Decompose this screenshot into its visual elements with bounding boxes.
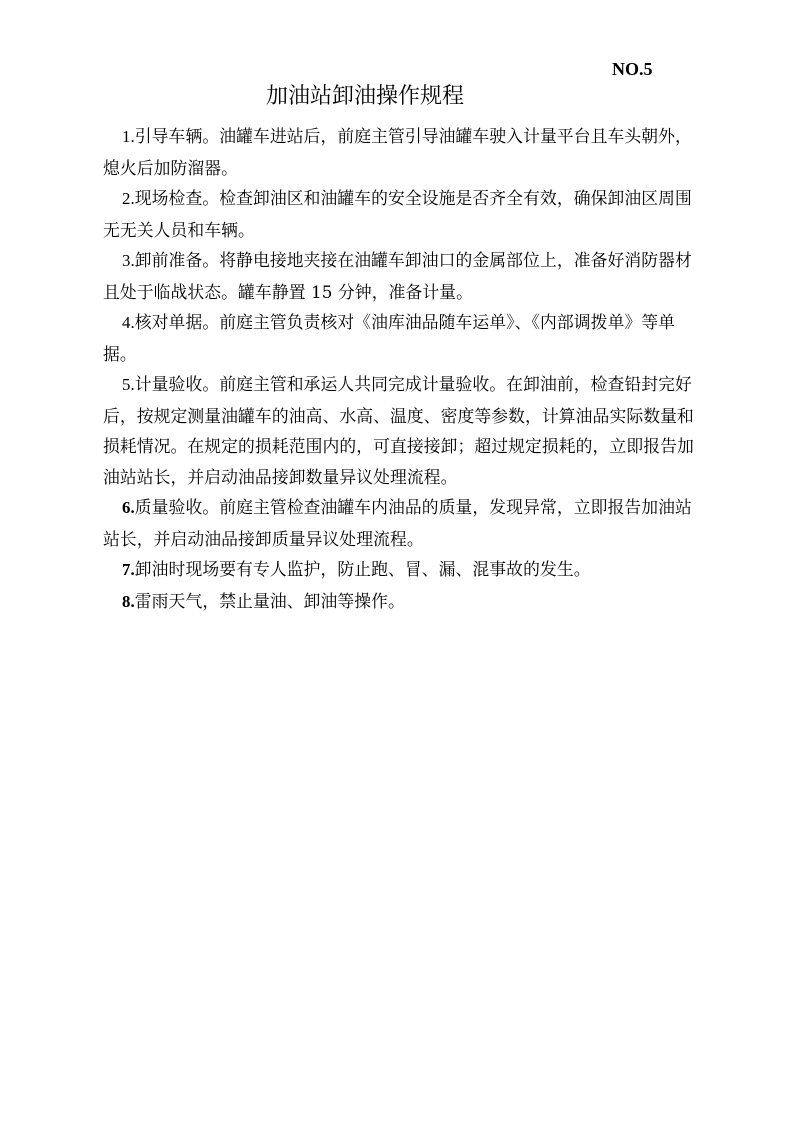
- step-text: 现场检查。检查卸油区和油罐车的安全设施是否齐全有效，确保卸油区周围无无关人员和车辆。: [103, 188, 692, 240]
- procedure-step-6: [103, 492, 703, 554]
- step-number: 6.: [122, 498, 135, 517]
- step-number: 5.: [122, 375, 135, 394]
- step-number: 8.: [122, 591, 135, 611]
- step-text: 计量验收。前庭主管和承运人共同完成计量验收。在卸油前，检查铅封完好后，按规定测量油罐车的油高、水高、温度、密度等参数，计算油品实际数量和损耗情况。在规定的损耗范围内的，可直接接卸；超过规定损耗的，立即报告加油站站长，并启动油品接卸数量异议处理流程。: [103, 374, 694, 487]
- step-number: 2.: [122, 189, 135, 208]
- step-text: 核对单据。前庭主管负责核对《油库油品随车运单》、《内部调拨单》等单据。: [103, 312, 676, 364]
- procedure-step-3: [103, 245, 703, 307]
- procedure-step-5: [103, 369, 703, 492]
- procedure-step-4: [103, 307, 703, 369]
- step-number: 1.: [122, 127, 135, 146]
- step-text: 卸油时现场要有专人监护，防止跑、冒、漏、混事故的发生。: [134, 559, 591, 579]
- step-text: 雷雨天气，禁止量油、卸油等操作。: [134, 590, 405, 611]
- step-number: 7.: [122, 560, 135, 579]
- step-number: 4.: [122, 313, 135, 332]
- step-text: 质量验收。前庭主管检查油罐车内油品的质量，发现异常，立即报告加油站站长，并启动油品接卸质量异议处理流程。: [103, 497, 692, 549]
- procedure-list: [103, 121, 703, 617]
- step-text: 引导车辆。油罐车进站后，前庭主管引导油罐车驶入计量平台且车头朝外，熄火后加防溜器。: [103, 126, 692, 178]
- procedure-step-1: [103, 121, 703, 183]
- step-number: 3.: [122, 251, 135, 270]
- document-title: 加油站卸油操作规程: [265, 84, 464, 109]
- procedure-step-2: [103, 183, 703, 245]
- procedure-step-8: [103, 586, 703, 618]
- procedure-step-7: [103, 554, 703, 586]
- document-number: NO.5: [612, 59, 653, 79]
- step-text: 卸前准备。将静电接地夹接在油罐车卸油口的金属部位上，准备好消防器材且处于临战状态。罐车静置 15 分钟，准备计量。: [103, 250, 692, 302]
